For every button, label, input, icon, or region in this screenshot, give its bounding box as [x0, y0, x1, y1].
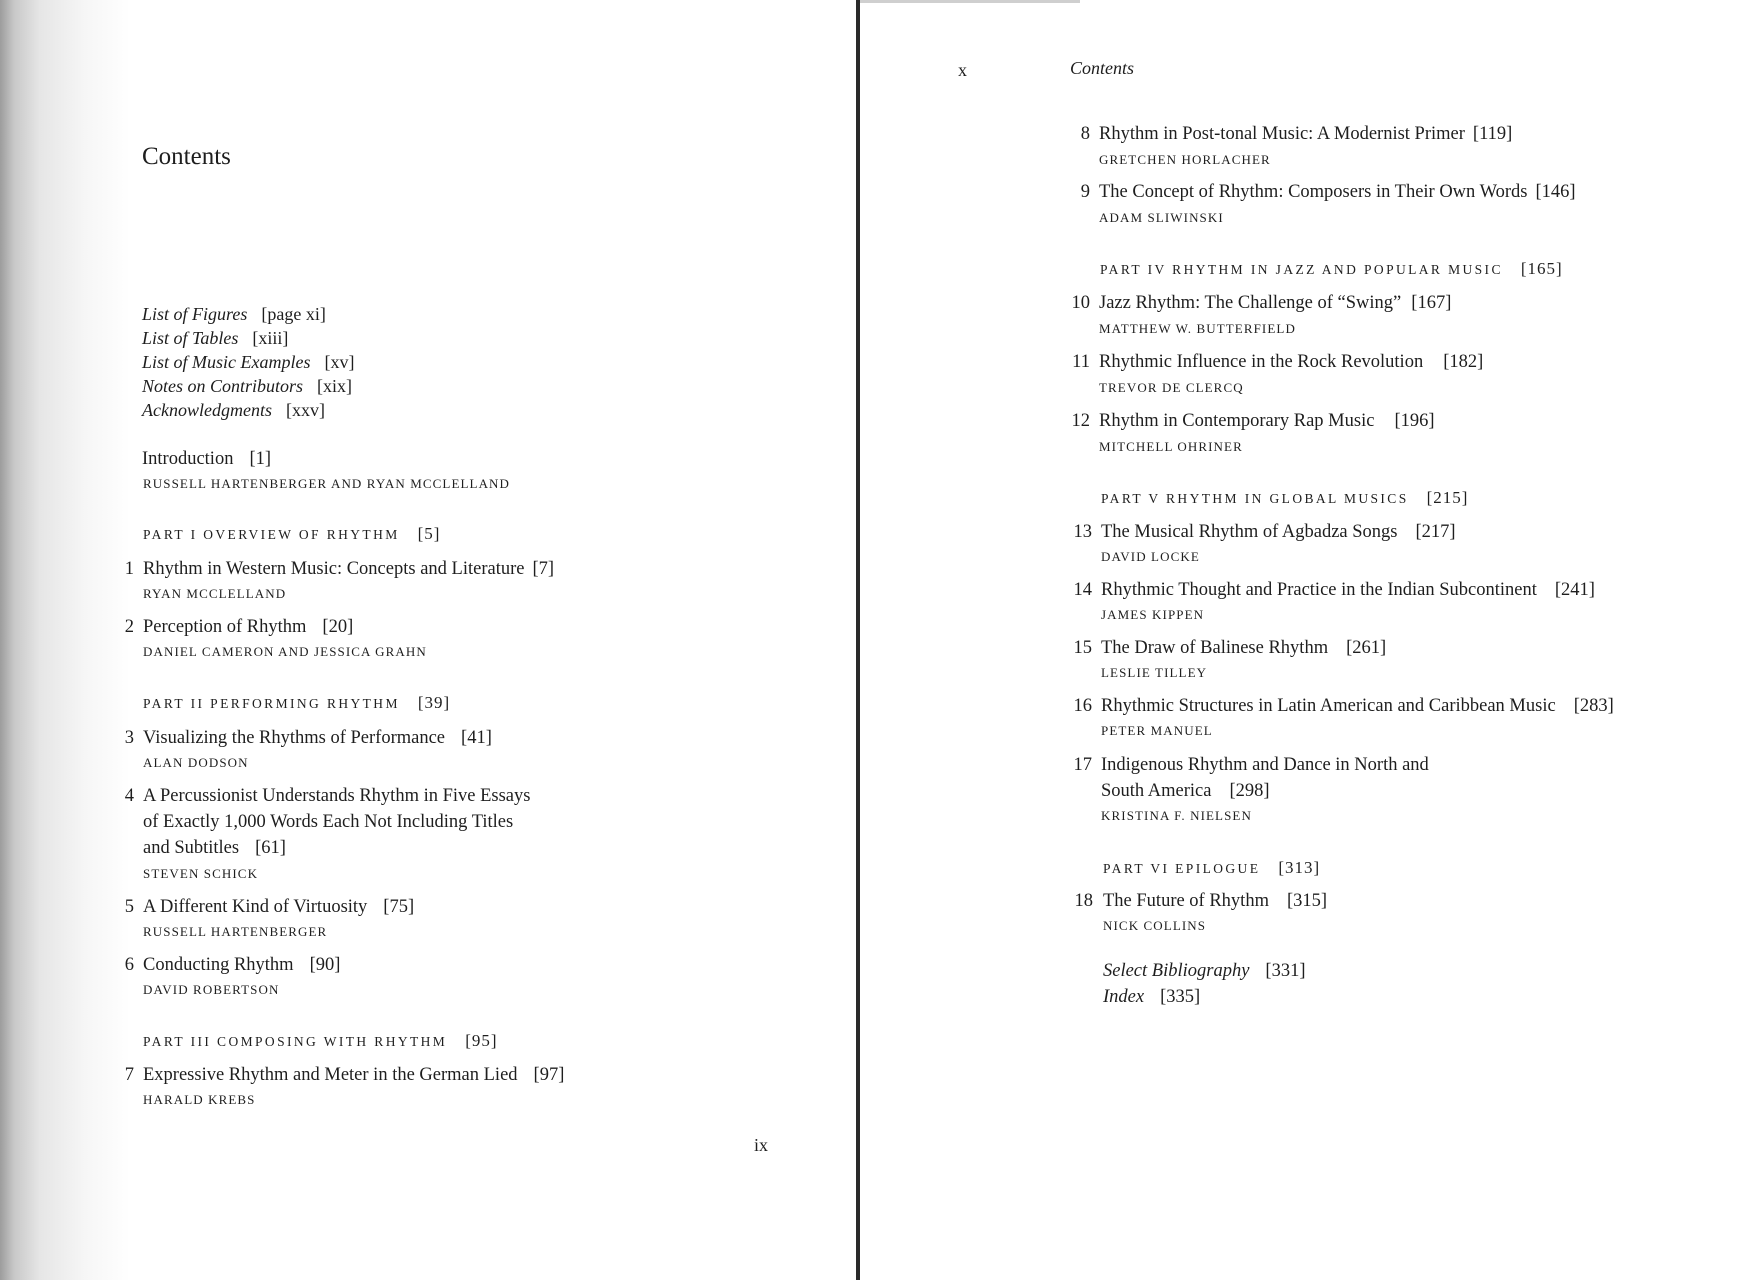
chapter-number: 4 — [124, 786, 134, 806]
chapter-number: 17 — [1073, 755, 1092, 775]
toc-entry-chapter[interactable]: Rhythmic Influence in the Rock Revolution [182] — [1099, 352, 1484, 372]
author-line: TREVOR DE CLERCQ — [1099, 380, 1244, 395]
part-heading: PART III COMPOSING WITH RHYTHM [95] — [143, 1031, 498, 1050]
toc-entry-chapter-line[interactable]: South America [298] — [1101, 781, 1270, 801]
front-matter-item[interactable]: List of Tables [xiii] — [142, 328, 289, 348]
author-line: MATTHEW W. BUTTERFIELD — [1099, 321, 1296, 336]
chapter-number: 6 — [124, 955, 134, 975]
front-matter-item[interactable]: Notes on Contributors [xix] — [142, 376, 353, 396]
toc-entry-bibliography[interactable]: Select Bibliography [331] — [1103, 961, 1306, 981]
author-line: NICK COLLINS — [1103, 918, 1207, 933]
chapter-number: 12 — [1071, 411, 1090, 431]
author-line: JAMES KIPPEN — [1101, 607, 1205, 622]
toc-entry-chapter[interactable]: The Musical Rhythm of Agbadza Songs [217] — [1101, 522, 1456, 542]
author-line: ALAN DODSON — [143, 755, 249, 770]
page-edge — [860, 0, 1080, 3]
toc-entry-index[interactable]: Index [335] — [1103, 987, 1201, 1007]
toc-entry-chapter[interactable]: The Future of Rhythm [315] — [1103, 891, 1328, 911]
chapter-number: 10 — [1071, 293, 1090, 313]
author-line: RUSSELL HARTENBERGER — [143, 924, 328, 939]
author-line: DAVID LOCKE — [1101, 549, 1200, 564]
toc-entry-chapter[interactable]: Visualizing the Rhythms of Performance [41] — [143, 728, 492, 748]
front-matter-item[interactable]: Acknowledgments [xxv] — [142, 400, 325, 420]
toc-entry-chapter[interactable]: Perception of Rhythm [20] — [143, 617, 354, 637]
chapter-number: 14 — [1073, 580, 1092, 600]
part-heading: PART I OVERVIEW OF RHYTHM [5] — [143, 524, 441, 543]
part-heading: PART II PERFORMING RHYTHM [39] — [143, 693, 451, 712]
left-page — [0, 0, 857, 1280]
chapter-number: 11 — [1072, 352, 1090, 372]
toc-entry-chapter[interactable]: Jazz Rhythm: The Challenge of “Swing” [167] — [1099, 293, 1452, 313]
author-line: DAVID ROBERTSON — [143, 982, 280, 997]
toc-entry-chapter[interactable]: Rhythm in Post-tonal Music: A Modernist Primer [119] — [1099, 124, 1513, 144]
front-matter-item[interactable]: List of Music Examples [xv] — [142, 352, 355, 372]
toc-entry-chapter[interactable]: Conducting Rhythm [90] — [143, 955, 341, 975]
chapter-number: 13 — [1073, 522, 1092, 542]
toc-entry-chapter[interactable]: The Concept of Rhythm: Composers in Their Own Words [146] — [1099, 182, 1576, 202]
chapter-number: 5 — [124, 897, 134, 917]
front-matter-item[interactable]: List of Figures [page xi] — [142, 304, 326, 324]
toc-entry-chapter[interactable]: Rhythm in Western Music: Concepts and Literature [7] — [143, 559, 555, 579]
chapter-number: 7 — [124, 1065, 134, 1085]
toc-entry-chapter[interactable]: Rhythm in Contemporary Rap Music [196] — [1099, 411, 1435, 431]
chapter-number: 16 — [1073, 696, 1092, 716]
toc-entry-introduction[interactable]: Introduction [1] — [142, 449, 272, 469]
author-line: LESLIE TILLEY — [1101, 665, 1208, 680]
toc-entry-chapter-line[interactable]: A Percussionist Understands Rhythm in Five Essays — [143, 786, 531, 806]
toc-entry-chapter[interactable]: The Draw of Balinese Rhythm [261] — [1101, 638, 1387, 658]
part-heading: PART VI EPILOGUE [313] — [1103, 858, 1321, 877]
author-line: MITCHELL OHRINER — [1099, 439, 1243, 454]
part-heading: PART IV RHYTHM IN JAZZ AND POPULAR MUSIC [165] — [1100, 259, 1563, 278]
toc-entry-chapter[interactable]: A Different Kind of Virtuosity [75] — [143, 897, 415, 917]
page-number: ix — [754, 1135, 769, 1155]
chapter-number: 15 — [1073, 638, 1092, 658]
part-heading: PART V RHYTHM IN GLOBAL MUSICS [215] — [1101, 488, 1469, 507]
author-line: ADAM SLIWINSKI — [1099, 210, 1224, 225]
front-matter-list — [142, 304, 355, 424]
toc-entry-chapter[interactable]: Expressive Rhythm and Meter in the German Lied [97] — [143, 1065, 565, 1085]
author-line: RUSSELL HARTENBERGER AND RYAN MCCLELLAND — [143, 476, 511, 491]
toc-entry-chapter-line[interactable]: and Subtitles [61] — [143, 838, 286, 858]
author-line: PETER MANUEL — [1101, 723, 1213, 738]
toc-entry-chapter[interactable]: Rhythmic Thought and Practice in the Indian Subcontinent [241] — [1101, 580, 1595, 600]
contents-heading: Contents — [142, 143, 231, 170]
chapter-number: 8 — [1080, 124, 1090, 144]
toc-entry-chapter-line[interactable]: Indigenous Rhythm and Dance in North and — [1101, 755, 1429, 775]
chapter-number: 9 — [1080, 182, 1090, 202]
chapter-number: 3 — [124, 728, 134, 748]
author-line: KRISTINA F. NIELSEN — [1101, 808, 1252, 823]
author-line: HARALD KREBS — [143, 1092, 256, 1107]
toc-entry-chapter-line[interactable]: of Exactly 1,000 Words Each Not Including Titles — [143, 812, 514, 832]
chapter-number: 18 — [1074, 891, 1093, 911]
running-head: Contents — [1070, 58, 1135, 78]
author-line: RYAN MCCLELLAND — [143, 586, 287, 601]
author-line: GRETCHEN HORLACHER — [1099, 152, 1271, 167]
author-line: DANIEL CAMERON AND JESSICA GRAHN — [143, 644, 427, 659]
page-number: x — [958, 60, 967, 80]
chapter-number: 1 — [124, 559, 134, 579]
chapter-number: 2 — [124, 617, 134, 637]
author-line: STEVEN SCHICK — [143, 866, 259, 881]
toc-entry-chapter[interactable]: Rhythmic Structures in Latin American and Caribbean Music [283] — [1101, 696, 1614, 716]
